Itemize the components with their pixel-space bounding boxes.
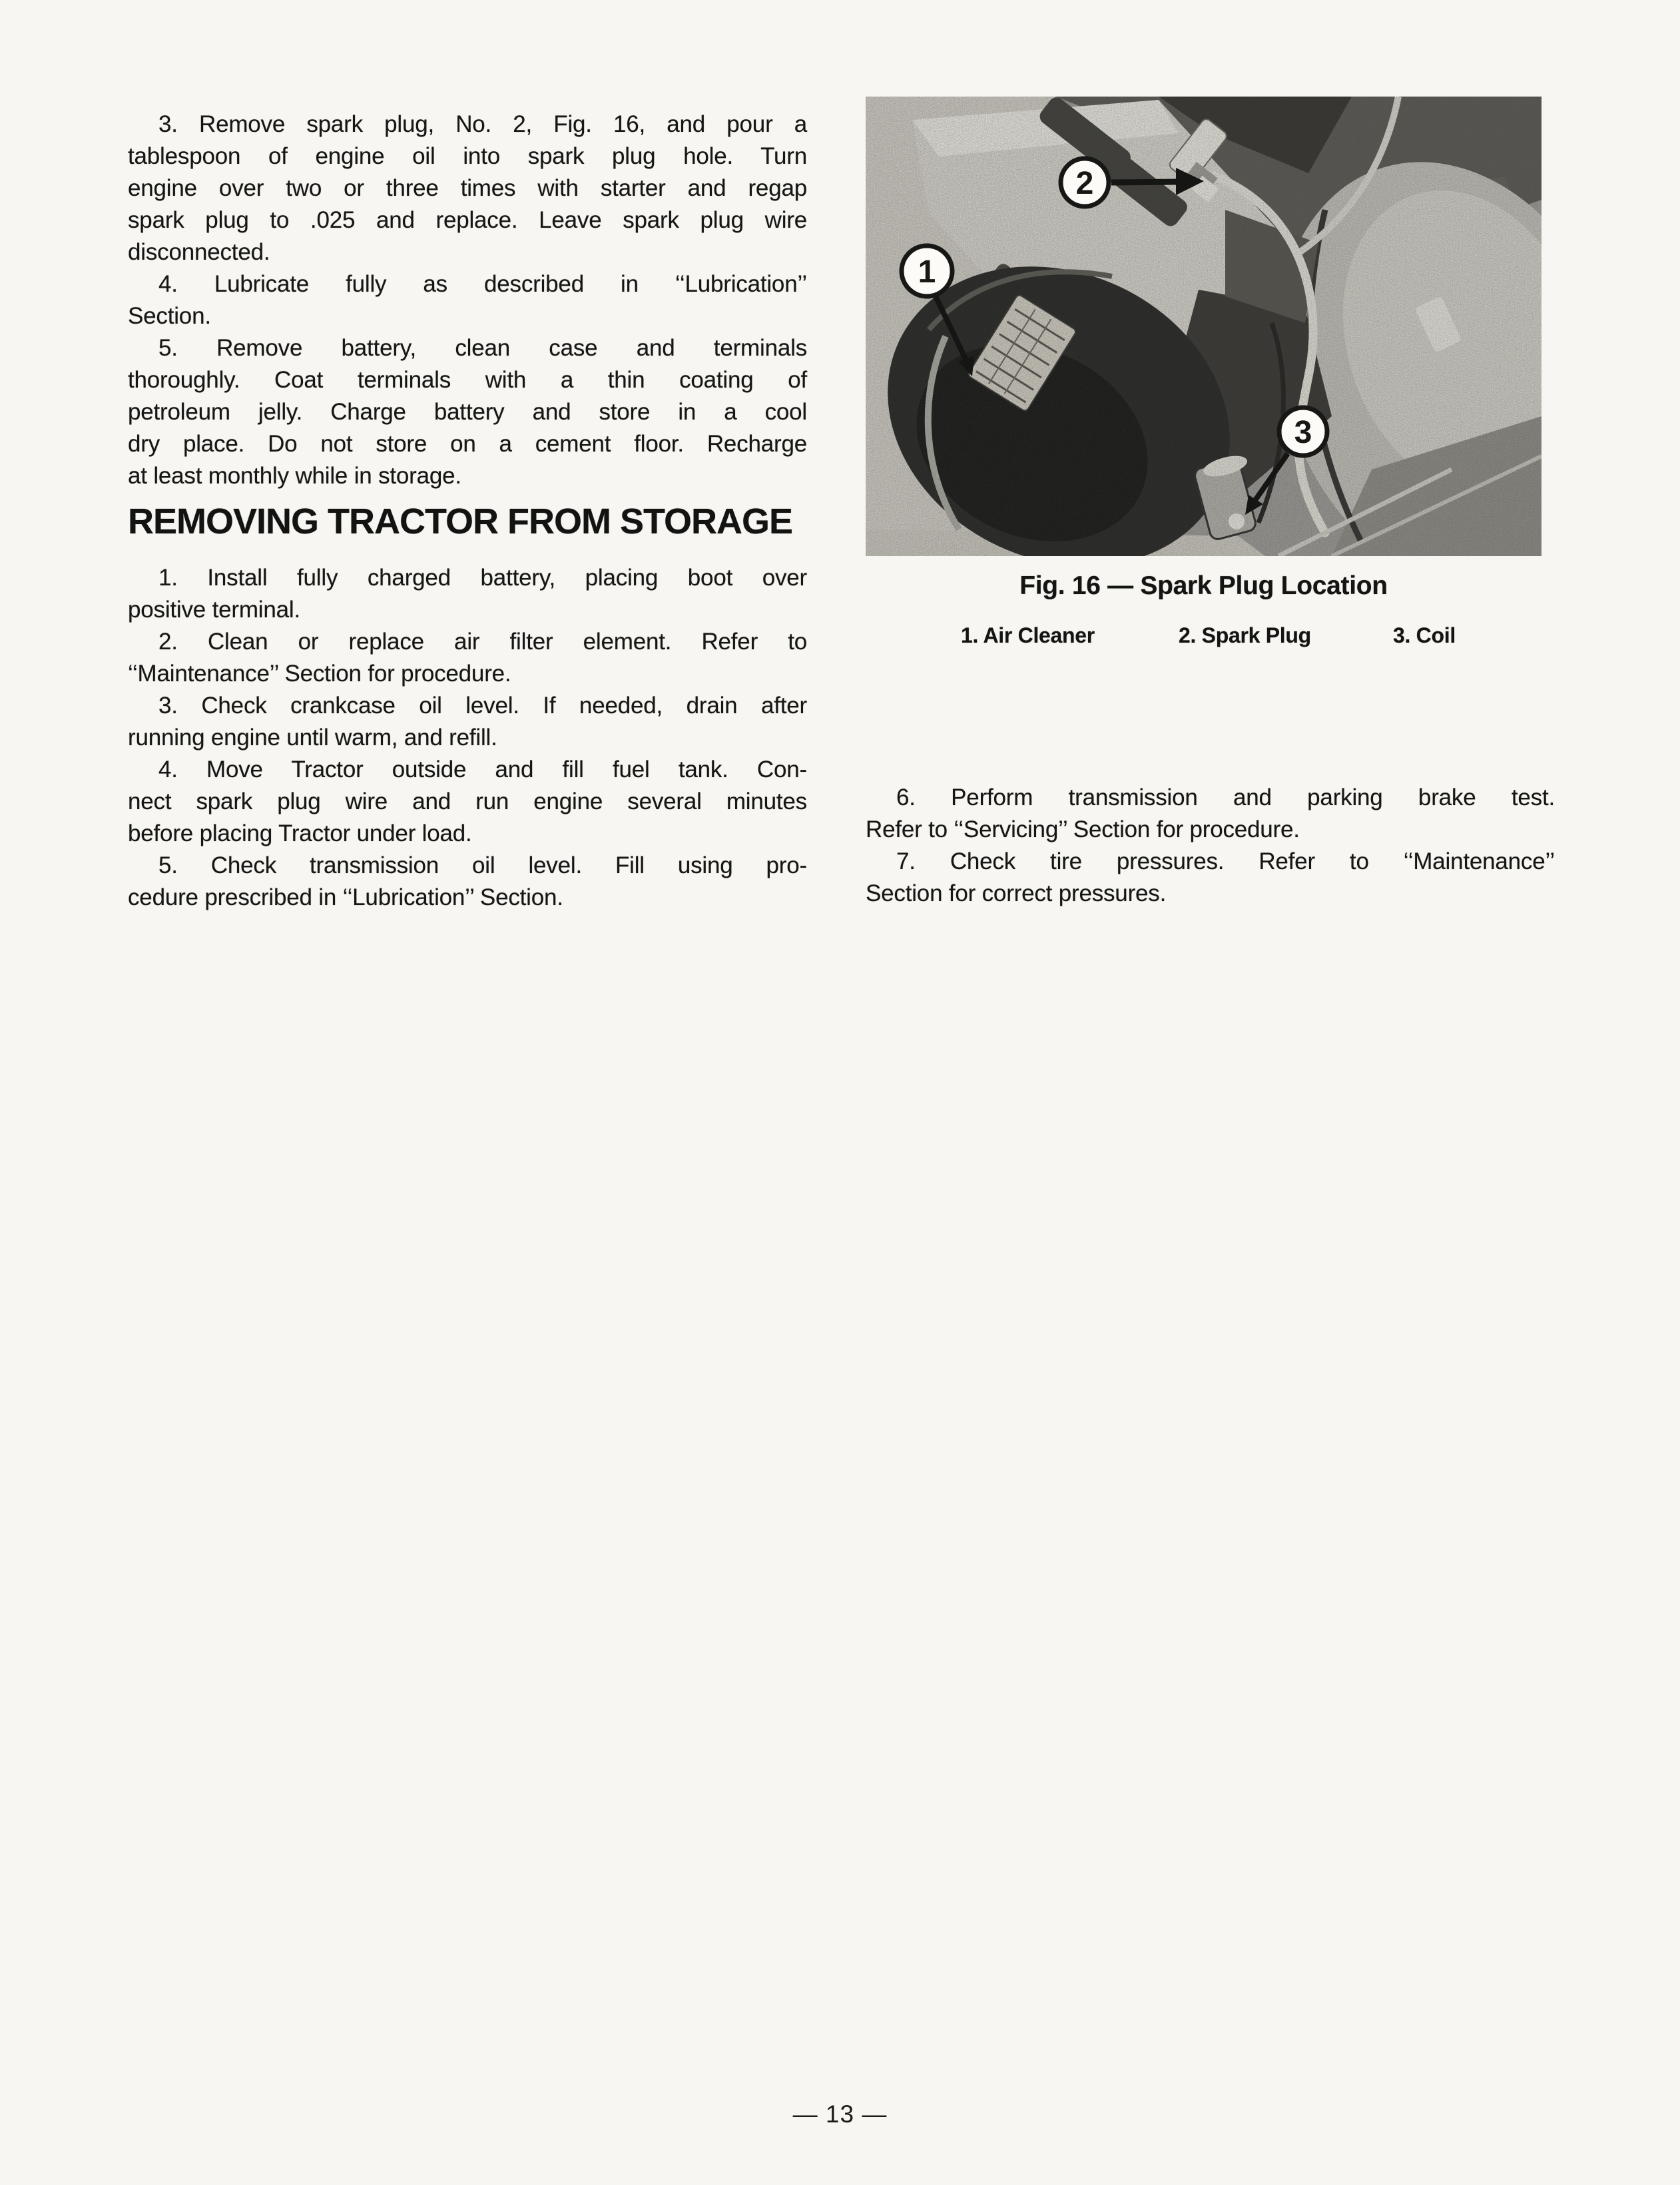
text-line: thoroughly. Coat terminals with a thin coating of <box>128 367 807 393</box>
paragraph-step-7 <box>866 846 1555 910</box>
halftone-grain <box>866 97 1541 556</box>
text-line: dry place. Do not store on a cement floor. Recharge <box>128 431 807 457</box>
text-line: Refer to ‘‘Servicing’’ Section for procedure. <box>866 816 1300 842</box>
text-line: 5. Remove battery, clean case and terminals <box>158 335 807 361</box>
text-line: positive terminal. <box>128 597 301 623</box>
text-line: tablespoon of engine oil into spark plug hole. Turn <box>128 143 807 169</box>
paragraph-step-4 <box>128 268 807 332</box>
section-heading: REMOVING TRACTOR FROM STORAGE <box>128 501 793 541</box>
text-line: 4. Lubricate fully as described in ‘‘Lubrication’’ <box>158 271 807 297</box>
text-line: spark plug to .025 and replace. Leave spark plug wire <box>128 207 807 233</box>
text-line: nect spark plug wire and run engine several minutes <box>128 788 807 814</box>
text-line: disconnected. <box>128 239 270 265</box>
removing-steps-right <box>866 782 1555 910</box>
text-line: Section for correct pressures. <box>866 880 1167 906</box>
removing-steps-left <box>128 562 807 914</box>
paragraph-step-4b <box>128 754 807 850</box>
text-line: before placing Tractor under load. <box>128 820 472 846</box>
figure-photo <box>866 97 1541 556</box>
text-line: at least monthly while in storage. <box>128 463 461 489</box>
text-line: Section. <box>128 303 211 329</box>
text-line: petroleum jelly. Charge battery and store in a cool <box>128 399 807 425</box>
paragraph-step-3b <box>128 690 807 754</box>
paragraph-step-5 <box>128 332 807 492</box>
text-line: 3. Remove spark plug, No. 2, Fig. 16, and pour a <box>158 111 807 137</box>
text-line: 5. Check transmission oil level. Fill using pro- <box>158 852 807 878</box>
legend-air-cleaner: 1. Air Cleaner <box>961 623 1095 647</box>
paragraph-step-1 <box>128 562 807 626</box>
text-line: engine over two or three times with starter and regap <box>128 175 807 201</box>
text-line: cedure prescribed in ‘‘Lubrication’’ Section. <box>128 884 563 910</box>
text-line: ‘‘Maintenance’’ Section for procedure. <box>128 661 511 687</box>
storing-section <box>128 109 807 492</box>
paragraph-step-2 <box>128 626 807 690</box>
callout-number-2: 2 <box>1075 166 1094 201</box>
callout-number-3: 3 <box>1294 415 1312 450</box>
text-line: running engine until warm, and refill. <box>128 725 497 751</box>
text-line: 3. Check crankcase oil level. If needed, drain after <box>158 693 807 719</box>
paragraph-step-5b <box>128 850 807 914</box>
text-line: 7. Check tire pressures. Refer to ‘‘Maintenance’’ <box>896 848 1555 874</box>
text-line: 2. Clean or replace air filter element. Refer to <box>158 629 807 655</box>
text-line: 1. Install fully charged battery, placing boot over <box>158 565 807 591</box>
text-line: 6. Perform transmission and parking brake test. <box>896 784 1555 810</box>
legend-coil: 3. Coil <box>1393 623 1456 647</box>
page-number: — 13 — <box>792 2100 888 2128</box>
legend-spark-plug: 2. Spark Plug <box>1179 623 1311 647</box>
callout-number-1: 1 <box>918 254 936 290</box>
figure-caption: Fig. 16 — Spark Plug Location <box>1019 571 1388 600</box>
paragraph-step-6 <box>866 782 1555 846</box>
spark-plug-location-photo <box>866 97 1541 556</box>
text-line: 4. Move Tractor outside and fill fuel tank. Con- <box>158 757 807 782</box>
paragraph-step-3 <box>128 109 807 268</box>
